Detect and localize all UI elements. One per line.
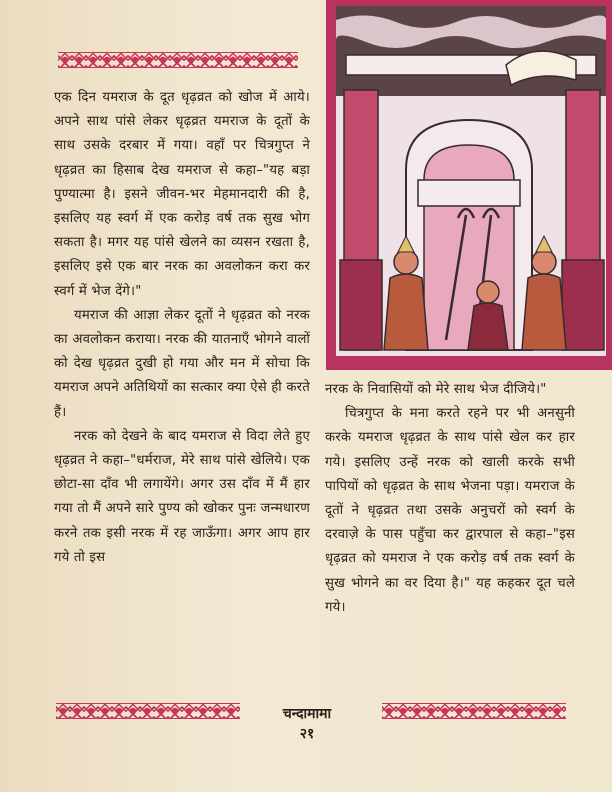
- yamaraj-court-illustration: [326, 0, 612, 370]
- right-paragraph-1: नरक के निवासियों को मेरे साथ भेज दीजिये।": [325, 382, 547, 397]
- bottom-left-ornament-border: [56, 703, 240, 719]
- left-paragraph-1: एक दिन यमराज के दूत धृढ़व्रत को खोज में आये। अपने साथ पांसे लेकर धृढ़व्रत यमराज के दूतों के साथ उसके दरबार में गया। वहाँ पर चित्रगुप्त ने धृढ़व्रत का हिसाब देख यमराज से कहा–"यह बड़ा पुण्यात्मा है। इसने जीवन-भर मेहमानदारी की है, इसलिए यह स्वर्ग में एक करोड़ वर्ष तक सुख भोग सकता है। मगर यह पांसे खेलने का व्यसन रखता है, इसलिए इसे एक बार नरक का अवलोकन करा कर स्वर्ग में भेज देंगे।": [54, 90, 310, 299]
- left-column: [54, 86, 310, 570]
- illustration: [326, 0, 612, 370]
- left-paragraph-3: नरक को देखने के बाद यमराज से विदा लेते हुए धृढ़व्रत ने कहा–"धर्मराज, मेरे साथ पांसे खेलिये। एक छोटा-सा दाँव भी लगायेंगे। अगर उस दाँव में मैं हार गया तो मैं अपने सारे पुण्य को खोकर पुनः जन्मधारण करने तक इसी नरक में रह जाऊँगा। अगर आप हार गये तो इस: [54, 428, 310, 565]
- left-paragraph-2: यमराज की आज्ञा लेकर दूतों ने धृढ़व्रत को नरक का अवलोकन कराया। नरक की यातनाएँ भोगने वालों को देख धृढ़व्रत दुखी हो गया और मन में सोचा कि यमराज अपने अतिथियों का सत्कार क्या ऐसे ही करते हैं।: [54, 307, 310, 420]
- page-number: २१: [299, 726, 315, 742]
- top-ornament-border: [58, 52, 298, 68]
- right-paragraph-2: चित्रगुप्त के मना करते रहने पर भी अनसुनी करके यमराज धृढ़व्रत के साथ पांसे खेल कर हार गये। इसलिए उन्हें नरक को खाली करके सभी पापियों को धृढ़व्रत के साथ भेजना पड़ा। यमराज के दूतों ने धृढ़व्रत तथा उसके अनुचरों को स्वर्ग के दरवाज़े के पास पहुँचा कर द्वारपाल से कहा–"इस धृढ़व्रत को यमराज ने एक करोड़ वर्ष तक स्वर्ग के सुख भोगने का वर दिया है।" यह कहकर दूत चले गये।: [325, 406, 575, 615]
- magazine-name: चन्दामामा: [282, 706, 332, 722]
- bottom-right-ornament-border: [382, 703, 566, 719]
- right-column: [325, 378, 575, 620]
